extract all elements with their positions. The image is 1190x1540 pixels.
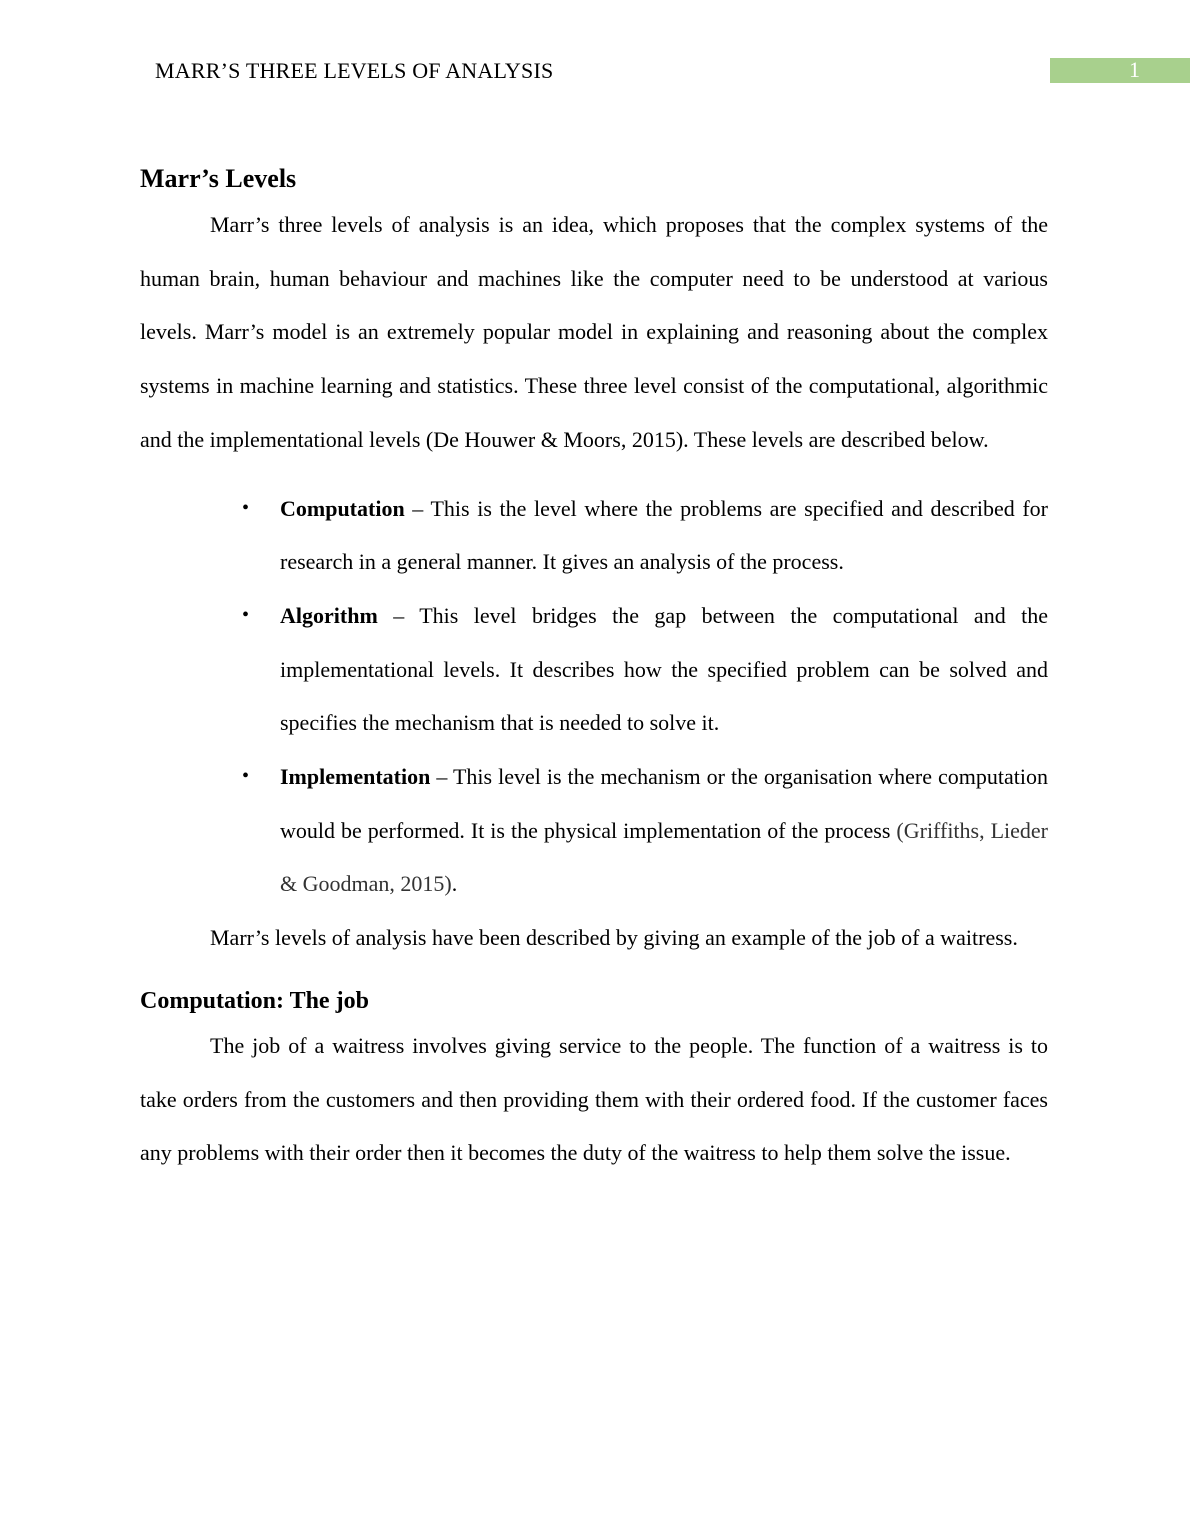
- list-item-term: Computation: [280, 495, 405, 521]
- list-item-term: Algorithm: [280, 602, 378, 628]
- levels-list: [140, 482, 1048, 912]
- list-item-end: .: [451, 871, 458, 897]
- intro-paragraph: Marr’s three levels of analysis is an idea, which proposes that the complex systems of the human brain, human behaviour and machines like the computer need to be understood at various levels. Marr’s model is an extremely popular model in explaining and reasoning about the complex systems in machine learning and statistics. These three level consist of the computational, algorithmic and the implementational levels (De Houwer & Moors, 2015). These levels are described below.: [140, 212, 1048, 452]
- document-body: [140, 160, 1048, 1180]
- list-item-computation: [242, 482, 1048, 589]
- list-item-term: Implementation: [280, 764, 431, 790]
- page-number-box: [1050, 58, 1190, 83]
- bullet-icon: •: [242, 765, 250, 788]
- list-item-algorithm: [242, 589, 1048, 750]
- list-item-implementation: [242, 750, 1049, 911]
- list-item-text: – This is the level where the problems are specified and described for research in a general manner. It gives an analysis of the process.: [280, 495, 1048, 575]
- list-item-text: – This level is the mechanism or the organisation where computation would be performed. It is the physical implementation of the process: [280, 764, 1048, 843]
- bullet-icon: •: [242, 496, 250, 519]
- example-intro-paragraph: Marr’s levels of analysis have been described by giving an example of the job of a waitress.: [210, 925, 1018, 951]
- running-header-title: MARR’S THREE LEVELS OF ANALYSIS: [155, 58, 554, 83]
- subsection-paragraph: The job of a waitress involves giving service to the people. The function of a waitress is to take orders from the customers and then providing them with their ordered food. If the customer faces any problems with their order then it becomes the duty of the waitress to help them solve the issue.: [140, 1032, 1048, 1166]
- page-number: 1: [1129, 57, 1140, 82]
- subsection-heading: Computation: The job: [140, 987, 369, 1014]
- list-item-text: – This level bridges the gap between the computational and the implementational levels. It describes how the specified problem can be solved and specifies the mechanism that is needed to solve it.: [280, 602, 1048, 736]
- section-heading: Marr’s Levels: [140, 164, 297, 193]
- citation: (Griffiths, Lieder & Goodman, 2015): [280, 817, 1049, 897]
- bullet-icon: •: [242, 603, 250, 626]
